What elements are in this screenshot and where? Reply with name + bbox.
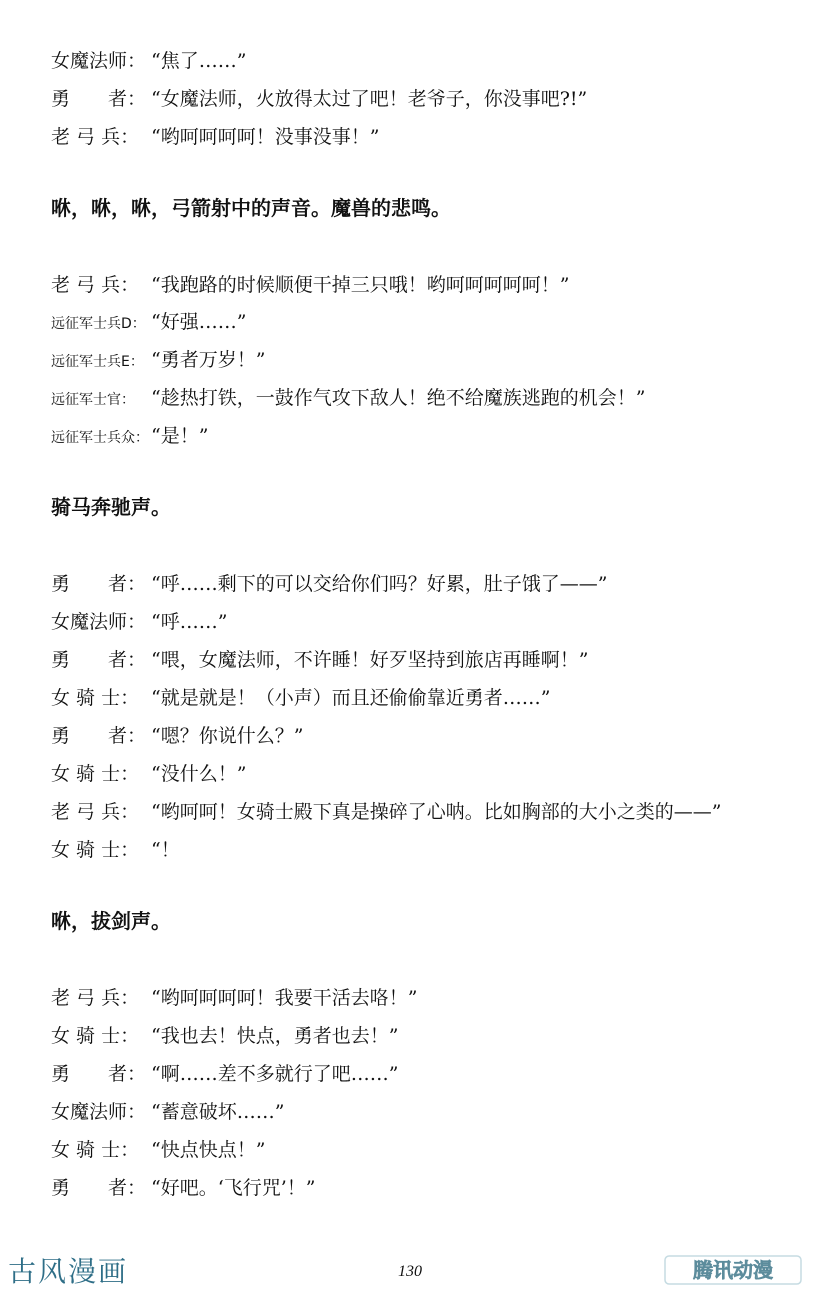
speaker-name: 老 弓 兵： — [51, 987, 140, 1009]
dialog-text: “就是就是！（小声）而且还偷偷靠近勇者……” — [151, 687, 551, 709]
dialog-line — [51, 721, 303, 751]
dialog-line — [51, 797, 721, 827]
dialog-text: “我也去！快点，勇者也去！” — [151, 1025, 399, 1047]
dialog-line — [51, 683, 550, 713]
section-heading: 咻，咻，咻，弓箭射中的声音。魔兽的悲鸣。 — [51, 196, 451, 220]
speaker-name: 远征军士兵众： — [51, 430, 149, 446]
speaker-name: 勇 者： — [51, 1063, 147, 1085]
speaker-name: 勇 者： — [51, 1177, 147, 1199]
speaker-name: 老 弓 兵： — [51, 801, 140, 823]
dialog-line — [51, 835, 180, 865]
dialog-text: “蓄意破坏……” — [151, 1101, 285, 1123]
watermark-logo-right-text: 腾讯动漫 — [693, 1258, 773, 1282]
speaker-name: 女魔法师： — [51, 50, 147, 72]
speaker-name: 勇 者： — [51, 573, 147, 595]
dialog-line — [51, 983, 417, 1013]
speaker-name: 勇 者： — [51, 649, 147, 671]
dialog-line — [51, 645, 588, 675]
dialog-text: “喂，女魔法师，不许睡！好歹坚持到旅店再睡啊！” — [151, 649, 589, 671]
dialog-line — [51, 270, 569, 300]
page-number: 130 — [398, 1263, 422, 1280]
dialog-text: “呼……” — [151, 611, 228, 633]
dialog-text: “哟呵呵呵呵！没事没事！” — [151, 126, 380, 148]
speaker-name: 远征军士兵E： — [51, 354, 144, 370]
speaker-name: 女 骑 士： — [51, 839, 140, 861]
dialog-line — [51, 1021, 398, 1051]
section-heading: 骑马奔驰声。 — [51, 495, 171, 519]
dialog-text: “是！” — [151, 425, 209, 447]
speaker-name: 远征军士兵D： — [51, 316, 146, 332]
watermark-logo-left: 古风漫画 — [8, 1255, 129, 1288]
speaker-name: 女 骑 士： — [51, 687, 140, 709]
dialog-text: “哟呵呵！女骑士殿下真是操碎了心呐。比如胸部的大小之类的——” — [151, 801, 722, 823]
speaker-name: 女 骑 士： — [51, 1025, 140, 1047]
dialog-line — [51, 1173, 316, 1203]
speaker-name: 女 骑 士： — [51, 1139, 140, 1161]
dialog-line — [51, 1097, 284, 1127]
dialog-text: “没什么！” — [151, 763, 247, 785]
dialog-text: “好吧。‘飞行咒’！” — [151, 1177, 316, 1199]
dialog-text: “！ — [151, 839, 180, 861]
section-heading: 咻，拔剑声。 — [51, 909, 171, 933]
dialog-line — [51, 421, 208, 451]
dialog-line — [51, 84, 587, 114]
dialog-text: “趁热打铁，一鼓作气攻下敌人！绝不给魔族逃跑的机会！” — [151, 387, 646, 409]
dialog-line — [51, 607, 227, 637]
dialog-text: “女魔法师，火放得太过了吧！老爷子，你没事吧?!” — [151, 88, 588, 110]
dialog-text: “焦了……” — [151, 50, 247, 72]
dialog-text: “勇者万岁！” — [151, 349, 266, 371]
dialog-text: “啊……差不多就行了吧……” — [151, 1063, 399, 1085]
speaker-name: 勇 者： — [51, 725, 147, 747]
speaker-name: 勇 者： — [51, 88, 147, 110]
dialog-line — [51, 122, 379, 152]
dialog-text: “呼……剩下的可以交给你们吗？好累，肚子饿了——” — [151, 573, 608, 595]
dialog-text: “我跑路的时候顺便干掉三只哦！哟呵呵呵呵呵！” — [151, 274, 570, 296]
dialog-line — [51, 759, 246, 789]
speaker-name: 女魔法师： — [51, 611, 147, 633]
dialog-line — [51, 1059, 398, 1089]
dialog-line — [51, 307, 246, 337]
dialog-line — [51, 46, 246, 76]
dialog-text: “好强……” — [151, 311, 247, 333]
dialog-text: “哟呵呵呵呵！我要干活去咯！” — [151, 987, 418, 1009]
speaker-name: 老 弓 兵： — [51, 274, 140, 296]
speaker-name: 女魔法师： — [51, 1101, 147, 1123]
dialog-line — [51, 383, 645, 413]
dialog-line — [51, 569, 607, 599]
speaker-name: 远征军士官： — [51, 392, 135, 408]
dialog-text: “嗯？你说什么？” — [151, 725, 304, 747]
speaker-name: 老 弓 兵： — [51, 126, 140, 148]
dialog-line — [51, 345, 265, 375]
speaker-name: 女 骑 士： — [51, 763, 140, 785]
watermark-logo-right — [664, 1255, 802, 1285]
dialog-text: “快点快点！” — [151, 1139, 266, 1161]
dialog-line — [51, 1135, 265, 1165]
